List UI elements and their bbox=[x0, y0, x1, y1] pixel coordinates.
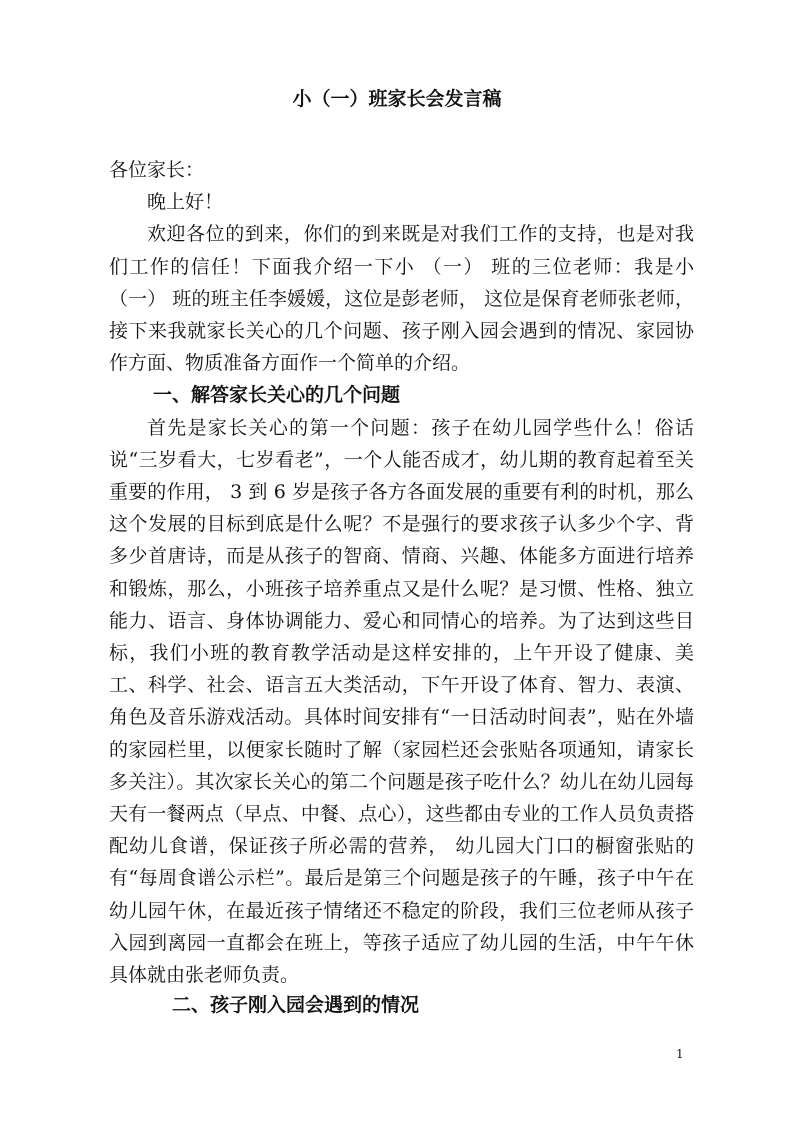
intro-paragraph: 欢迎各位的到来，你们的到来既是对我们工作的支持，也是对我们工作的信任！下面我介绍一下小 （一） 班的三位老师：我是小 （一） 班的班主任李媛媛，这位是彭老师， 这位是保育老师张老师，接下来我就家长关心的几个问题、孩子刚入园会遇到的情况、家园协作方面、物质准备方面作一个简单的介绍。 bbox=[109, 223, 694, 375]
greeting: 晚上好！ bbox=[147, 191, 224, 214]
section-1-paragraph: 首先是家长关心的第一个问题：孩子在幼儿园学些什么！俗话说“三岁看大，七岁看老”，一个人能否成才，幼儿期的教育起着至关重要的作用， 3 到 6 岁是孩子各方各面发展的重要有利的时机，那么这个发展的目标到底是什么呢？不是强行的要求孩子认多少个字、背多少首唐诗，而是从孩子的智商、情商、兴趣、体能多方面进行培养和锻炼，那么，小班孩子培养重点又是什么呢？是习惯、性格、独立能力、语言、身体协调能力、爱心和同情心的培养。为了达到这些目标，我们小班的教育教学活动是这样安排的，上午开设了健康、美工、科学、社会、语言五大类活动，下午开设了体育、智力、表演、角色及音乐游戏活动。具体时间安排有“一日活动时间表”，贴在外墙的家园栏里，以便家长随时了解（家园栏还会张贴各项通知，请家长多关注）。其次家长关心的第二个问题是孩子吃什么？幼儿在幼儿园每天有一餐两点（早点、中餐、点心），这些都由专业的工作人员负责搭配幼儿食谱，保证孩子所必需的营养， 幼儿园大门口的橱窗张贴的有“每周食谱公示栏”。最后是第三个问题是孩子的午睡，孩子中午在幼儿园午休，在最近孩子情绪还不稳定的阶段，我们三位老师从孩子入园到离园一直都会在班上，等孩子适应了幼儿园的生活，中午午休具体就由张老师负责。 bbox=[109, 416, 694, 987]
document-body bbox=[109, 154, 694, 991]
salutation: 各位家长： bbox=[109, 159, 205, 181]
section-heading-2: 二、孩子刚入园会遇到的情况 bbox=[172, 994, 420, 1016]
page-number: 1 bbox=[676, 1047, 684, 1061]
section-heading-1: 一、解答家长关心的几个问题 bbox=[153, 384, 401, 407]
document-title: 小（一）班家长会发言稿 bbox=[292, 88, 502, 110]
